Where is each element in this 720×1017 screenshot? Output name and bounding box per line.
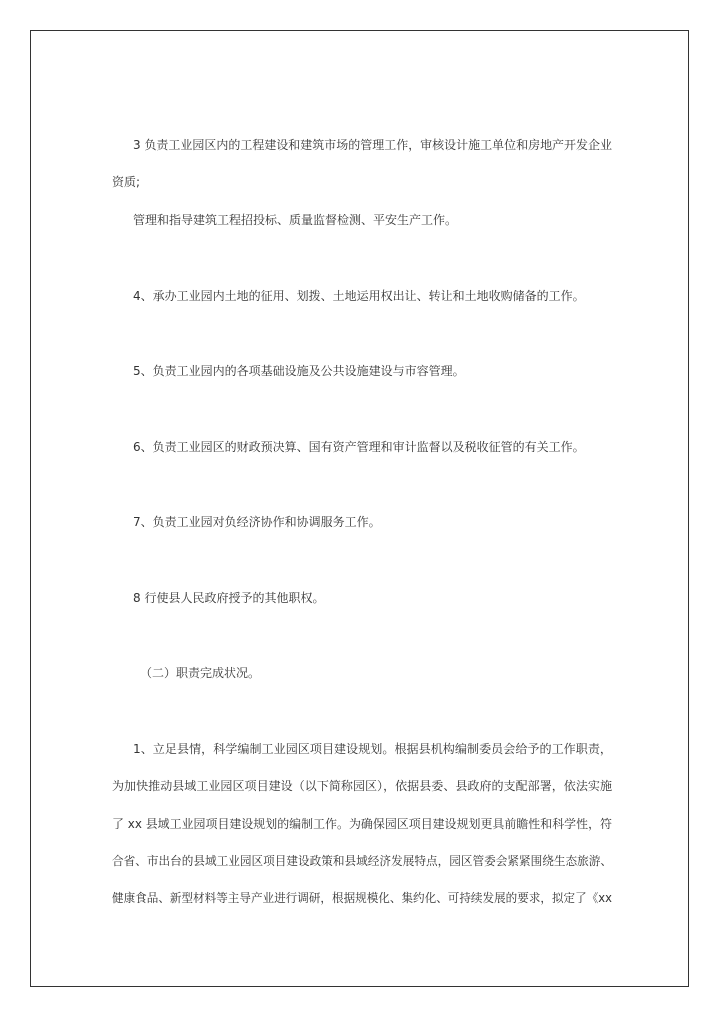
text-line: 8 行使县人民政府授予的其他职权。 xyxy=(133,591,325,605)
text-line: 合省、市出台的县域工业园区项目建设政策和县域经济发展特点，园区管委会紧紧围绕生态旅游、 xyxy=(112,854,612,868)
text-line: 了 xx 县域工业园项目建设规划的编制工作。为确保园区项目建设规划更具前瞻性和科学性，符 xyxy=(112,817,612,831)
text-line: 1、立足县情，科学编制工业园区项目建设规划。根据县机构编制委员会给予的工作职责， xyxy=(133,742,612,756)
text-line: 6、负责工业园区的财政预决算、国有资产管理和审计监督以及税收征管的有关工作。 xyxy=(133,440,585,454)
text-line: （二）职责完成状况。 xyxy=(140,666,261,680)
text-line: 3 负责工业园区内的工程建设和建筑市场的管理工作，审核设计施工单位和房地产开发企业 xyxy=(133,138,612,152)
text-line: 7、负责工业园对负经济协作和协调服务工作。 xyxy=(133,515,381,529)
text-line: 管理和指导建筑工程招投标、质量监督检测、平安生产工作。 xyxy=(133,213,458,227)
text-line: 4、承办工业园内土地的征用、划拨、土地运用权出让、转让和土地收购储备的工作。 xyxy=(133,289,585,303)
text-line: 健康食品、新型材料等主导产业进行调研，根据规模化、集约化、可持续发展的要求，拟定了《xx xyxy=(112,891,612,905)
text-line: 5、负责工业园内的各项基础设施及公共设施建设与市容管理。 xyxy=(133,364,465,378)
text-line: 为加快推动县域工业园区项目建设（以下简称园区），依据县委、县政府的支配部署，依法实施 xyxy=(112,779,612,793)
text-line: 资质; xyxy=(112,175,141,189)
